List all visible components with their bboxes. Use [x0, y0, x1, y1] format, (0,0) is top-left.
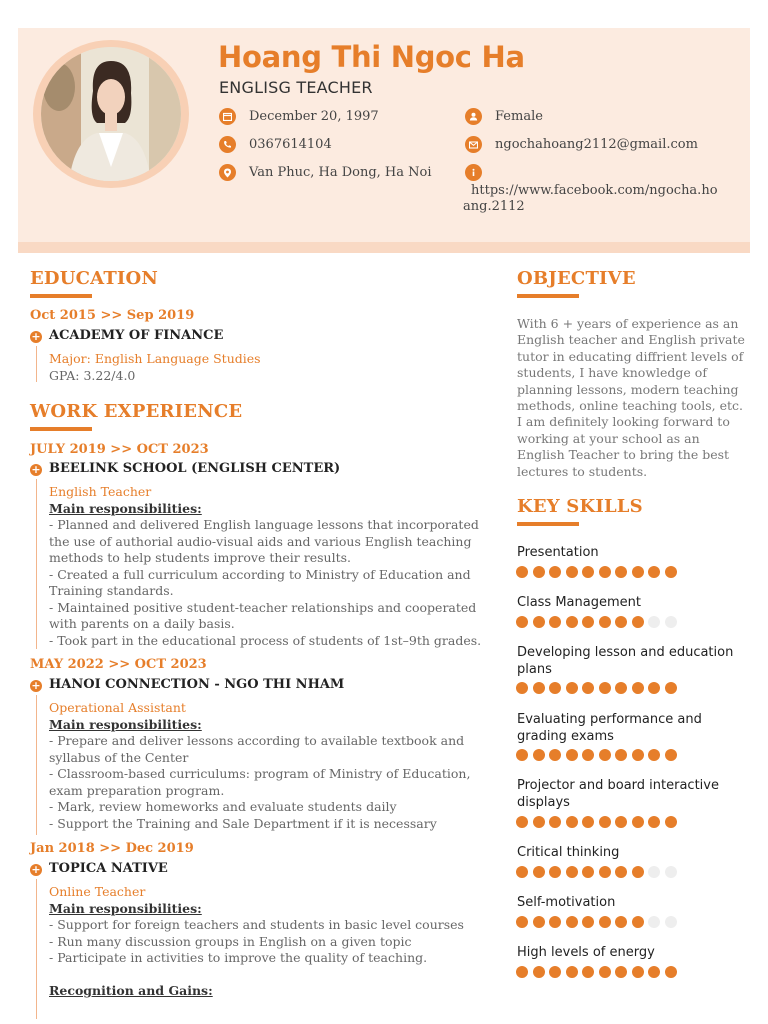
- skill-name: Developing lesson and education plans: [517, 645, 734, 677]
- rating-dot-filled: [599, 566, 611, 578]
- job-duty: - Maintained positive student-teacher relationships and cooperated with parents on a daily basis.: [49, 599, 477, 631]
- job-details: [49, 700, 499, 832]
- work-heading: WORK EXPERIENCE: [30, 401, 243, 422]
- rating-dot-filled: [533, 916, 545, 928]
- avatar: [41, 47, 181, 181]
- job-duty: - Classroom-based curriculums: program of Ministry of Education, exam preparation program.: [49, 766, 471, 798]
- rating-dot-filled: [632, 749, 644, 761]
- rating-dot-filled: [566, 682, 578, 694]
- rating-dot-filled: [516, 566, 528, 578]
- rating-dot-filled: [615, 816, 627, 828]
- rating-dot-filled: [566, 566, 578, 578]
- website-row: [465, 164, 495, 181]
- rating-dot-filled: [615, 749, 627, 761]
- rating-dot-filled: [648, 816, 660, 828]
- job-duty: - Support for foreign teachers and students in basic level courses: [49, 917, 464, 932]
- rating-dot-filled: [632, 616, 644, 628]
- website-link[interactable]: https://www.facebook.com/ngocha.hoang.2112: [463, 183, 718, 214]
- plus-circle-icon: +: [31, 330, 41, 343]
- person-icon: [465, 108, 482, 125]
- rating-dot-filled: [533, 749, 545, 761]
- skill-rating: [516, 566, 677, 578]
- rating-dot-filled: [648, 566, 660, 578]
- spacer: [49, 967, 499, 984]
- rating-dot-filled: [665, 566, 677, 578]
- job-date: Jan 2018 >> Dec 2019: [30, 841, 194, 856]
- rating-dot-filled: [615, 866, 627, 878]
- rating-dot-filled: [533, 566, 545, 578]
- job-date: JULY 2019 >> OCT 2023: [30, 442, 209, 457]
- phone-icon: [219, 136, 236, 153]
- skill-rating: [516, 749, 677, 761]
- rating-dot-filled: [516, 966, 528, 978]
- rating-dot-filled: [632, 816, 644, 828]
- rating-dot-filled: [599, 966, 611, 978]
- responsibilities-label: Main responsibilities:: [49, 500, 202, 516]
- rating-dot-filled: [599, 682, 611, 694]
- email-text[interactable]: ngochahoang2112@gmail.com: [495, 137, 698, 152]
- header-divider: [18, 242, 750, 253]
- rating-dot-filled: [566, 866, 578, 878]
- job-company: TOPICA NATIVE: [49, 861, 168, 876]
- skill-rating: [516, 866, 677, 878]
- work-underline: [30, 427, 92, 431]
- responsibilities-label: Main responsibilities:: [49, 900, 202, 916]
- job-duty: - Support the Training and Sale Department if it is necessary: [49, 815, 437, 831]
- rating-dot-filled: [566, 966, 578, 978]
- skill-name: Projector and board interactive displays: [517, 778, 719, 810]
- candidate-name: Hoang Thi Ngoc Ha: [218, 40, 525, 74]
- job-details: [49, 884, 499, 1000]
- job-duty: - Prepare and deliver lessons according to available textbook and syllabus of the Center: [49, 733, 465, 765]
- education-heading: EDUCATION: [30, 268, 159, 289]
- job-company: HANOI CONNECTION - NGO THI NHAM: [49, 677, 345, 692]
- rating-dot-filled: [648, 966, 660, 978]
- education-school: ACADEMY OF FINANCE: [49, 328, 224, 343]
- gender-text: Female: [495, 109, 543, 124]
- rating-dot-filled: [582, 816, 594, 828]
- job-details: [49, 484, 499, 649]
- rating-dot-filled: [516, 916, 528, 928]
- job-date: MAY 2022 >> OCT 2023: [30, 657, 207, 672]
- rating-dot-filled: [566, 916, 578, 928]
- rating-dot-filled: [516, 866, 528, 878]
- skill-name: Presentation: [517, 545, 599, 560]
- job-duty: - Planned and delivered English language lessons that incorporated the use of authorial audio-visual aids and various English teaching methods to help students improve their results.: [49, 517, 479, 565]
- timeline-line: [36, 346, 37, 382]
- skill-rating: [516, 966, 677, 978]
- rating-dot-filled: [632, 682, 644, 694]
- job-company: BEELINK SCHOOL (ENGLISH CENTER): [49, 461, 341, 476]
- plus-circle-icon: +: [31, 463, 41, 476]
- rating-dot-filled: [632, 916, 644, 928]
- rating-dot-filled: [599, 749, 611, 761]
- rating-dot-filled: [582, 682, 594, 694]
- rating-dot-filled: [549, 866, 561, 878]
- rating-dot-empty: [648, 866, 660, 878]
- phone-row: [219, 136, 332, 153]
- gender-row: [465, 108, 543, 125]
- rating-dot-filled: [615, 566, 627, 578]
- job-duty: - Run many discussion groups in English on a given topic: [49, 933, 412, 949]
- rating-dot-filled: [549, 616, 561, 628]
- rating-dot-filled: [615, 966, 627, 978]
- location-pin-icon: [219, 164, 236, 181]
- rating-dot-filled: [665, 749, 677, 761]
- rating-dot-filled: [549, 966, 561, 978]
- education-date: Oct 2015 >> Sep 2019: [30, 308, 195, 323]
- rating-dot-filled: [533, 616, 545, 628]
- timeline-line: [36, 879, 37, 1019]
- job-role: English Teacher: [49, 484, 152, 499]
- rating-dot-filled: [582, 966, 594, 978]
- rating-dot-filled: [599, 816, 611, 828]
- rating-dot-filled: [648, 749, 660, 761]
- job-duty: - Created a full curriculum according to Ministry of Education and Training standards.: [49, 566, 471, 598]
- responsibilities-label: Main responsibilities:: [49, 716, 202, 732]
- address-row: [219, 164, 432, 181]
- calendar-icon: [219, 108, 236, 125]
- rating-dot-filled: [549, 749, 561, 761]
- birthday-text: December 20, 1997: [249, 109, 379, 124]
- rating-dot-filled: [615, 916, 627, 928]
- job-duty: - Mark, review homeworks and evaluate students daily: [49, 799, 397, 814]
- rating-dot-filled: [533, 966, 545, 978]
- rating-dot-filled: [533, 816, 545, 828]
- rating-dot-filled: [516, 616, 528, 628]
- skills-heading: KEY SKILLS: [517, 496, 643, 517]
- rating-dot-filled: [599, 916, 611, 928]
- job-duty: - Took part in the educational process of students of 1st–9th grades.: [49, 632, 482, 648]
- profile-photo: [41, 47, 181, 181]
- plus-circle-icon: +: [31, 863, 41, 876]
- address-text: Van Phuc, Ha Dong, Ha Noi: [249, 165, 432, 180]
- rating-dot-empty: [648, 616, 660, 628]
- plus-circle-icon: +: [31, 679, 41, 692]
- job-role: Operational Assistant: [49, 700, 186, 715]
- rating-dot-filled: [549, 682, 561, 694]
- birthday-row: [219, 108, 379, 125]
- info-icon: [465, 164, 482, 181]
- education-underline: [30, 294, 92, 298]
- rating-dot-filled: [615, 616, 627, 628]
- rating-dot-filled: [582, 566, 594, 578]
- objective-underline: [517, 294, 579, 298]
- education-details: [49, 351, 499, 384]
- rating-dot-filled: [549, 566, 561, 578]
- skill-name: Class Management: [517, 595, 641, 610]
- objective-text: With 6 + years of experience as an English teacher and English private tutor in educating diffrient levels of students, I have knowledge of planning lessons, modern teaching methods, online teaching tools, etc. I am definitely looking forward to working at your school as an English Teacher to bring the best lectures to students.: [517, 316, 745, 479]
- skill-name: Evaluating performance and grading exams: [517, 712, 702, 744]
- skill-name: Critical thinking: [517, 845, 620, 860]
- education-major: Major: English Language Studies: [49, 351, 261, 366]
- rating-dot-empty: [665, 866, 677, 878]
- rating-dot-filled: [516, 816, 528, 828]
- timeline-line: [36, 479, 37, 649]
- skill-name: Self-motivation: [517, 895, 616, 910]
- rating-dot-filled: [632, 966, 644, 978]
- rating-dot-empty: [665, 616, 677, 628]
- rating-dot-filled: [665, 966, 677, 978]
- education-gpa: GPA: 3.22/4.0: [49, 367, 136, 383]
- rating-dot-filled: [566, 749, 578, 761]
- rating-dot-filled: [582, 749, 594, 761]
- rating-dot-empty: [665, 916, 677, 928]
- rating-dot-filled: [533, 682, 545, 694]
- rating-dot-filled: [632, 866, 644, 878]
- rating-dot-filled: [516, 749, 528, 761]
- rating-dot-empty: [648, 916, 660, 928]
- rating-dot-filled: [582, 616, 594, 628]
- recognition-label: Recognition and Gains:: [49, 983, 213, 998]
- rating-dot-filled: [566, 816, 578, 828]
- skill-rating: [516, 816, 677, 828]
- rating-dot-filled: [599, 616, 611, 628]
- email-icon: [465, 136, 482, 153]
- timeline-line: [36, 695, 37, 835]
- skill-name: High levels of energy: [517, 945, 655, 960]
- objective-heading: OBJECTIVE: [517, 268, 636, 289]
- rating-dot-filled: [582, 916, 594, 928]
- rating-dot-filled: [599, 866, 611, 878]
- email-row: [465, 136, 698, 153]
- phone-text: 0367614104: [249, 137, 332, 152]
- rating-dot-filled: [615, 682, 627, 694]
- rating-dot-filled: [549, 816, 561, 828]
- rating-dot-filled: [549, 916, 561, 928]
- skill-rating: [516, 682, 677, 694]
- rating-dot-filled: [648, 682, 660, 694]
- skill-rating: [516, 916, 677, 928]
- rating-dot-filled: [665, 682, 677, 694]
- skills-underline: [517, 522, 579, 526]
- rating-dot-filled: [533, 866, 545, 878]
- rating-dot-filled: [516, 682, 528, 694]
- job-duty: - Participate in activities to improve the quality of teaching.: [49, 950, 428, 965]
- rating-dot-filled: [632, 566, 644, 578]
- rating-dot-filled: [665, 816, 677, 828]
- rating-dot-filled: [582, 866, 594, 878]
- candidate-title: ENGLISG TEACHER: [219, 78, 373, 97]
- job-role: Online Teacher: [49, 884, 146, 899]
- rating-dot-filled: [566, 616, 578, 628]
- skill-rating: [516, 616, 677, 628]
